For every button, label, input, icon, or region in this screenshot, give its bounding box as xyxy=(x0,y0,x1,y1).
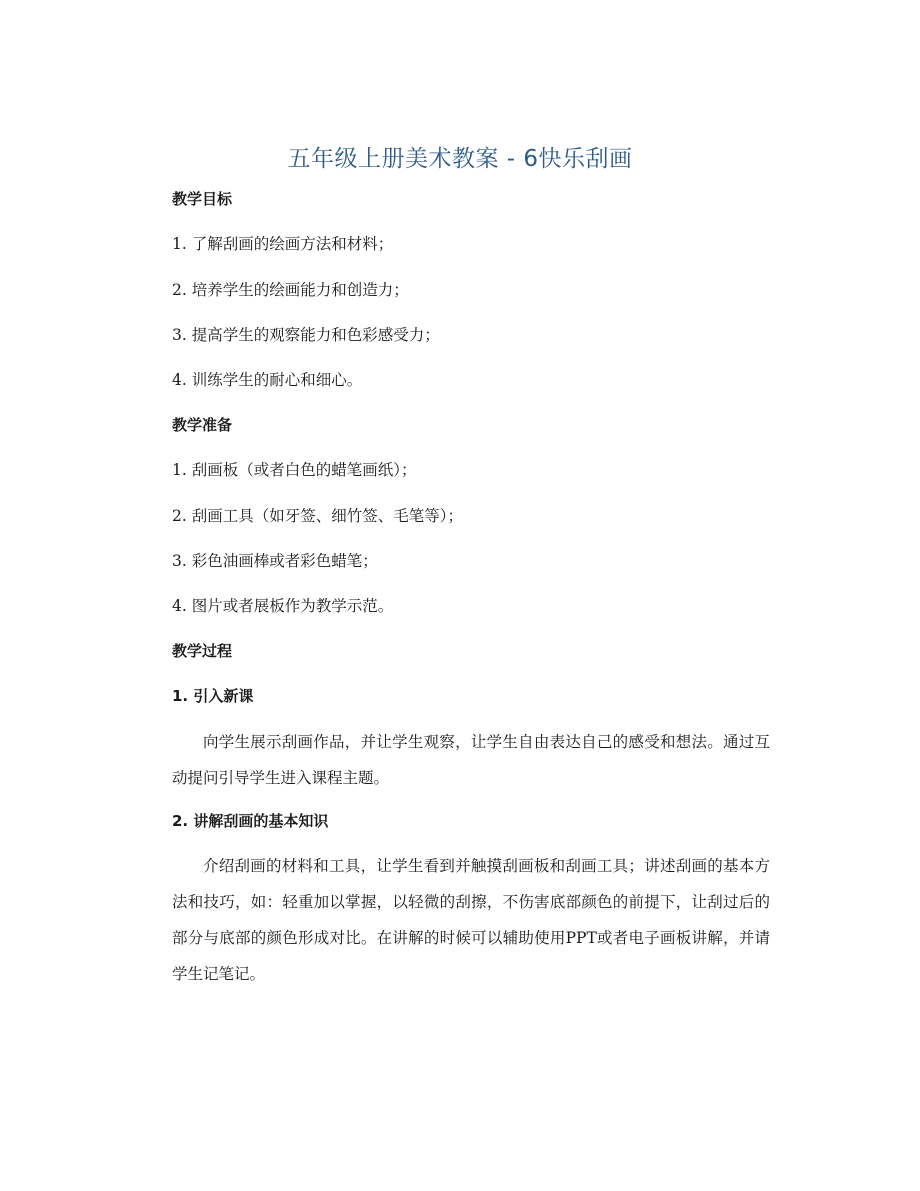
preparation-item: 4. 图片或者展板作为教学示范。 xyxy=(172,597,394,615)
section-heading-preparation: 教学准备 xyxy=(172,416,233,434)
section-heading-objectives: 教学目标 xyxy=(172,190,233,208)
step-paragraph-knowledge: 介绍刮画的材料和工具，让学生看到并触摸刮画板和刮画工具；讲述刮画的基本方法和技巧，如：轻重加以掌握，以轻微的刮擦，不伤害底部颜色的前提下，让刮过后的部分与底部的颜色形成对比。在讲解的时候可以辅助使用PPT或者电子画板讲解，并请学生记笔记。 xyxy=(172,857,770,983)
step-heading-knowledge: 2. 讲解刮画的基本知识 xyxy=(172,812,329,830)
preparation-item: 3. 彩色油画棒或者彩色蜡笔； xyxy=(172,552,378,570)
step-paragraph-intro: 向学生展示刮画作品，并让学生观察，让学生自由表达自己的感受和想法。通过互动提问引导学生进入课程主题。 xyxy=(172,733,770,787)
objective-item: 1. 了解刮画的绘画方法和材料； xyxy=(172,235,394,253)
objective-item: 2. 培养学生的绘画能力和创造力； xyxy=(172,281,409,299)
objective-item: 4. 训练学生的耐心和细心。 xyxy=(172,371,363,389)
section-heading-process: 教学过程 xyxy=(172,642,233,660)
step-heading-intro: 1. 引入新课 xyxy=(172,687,254,705)
preparation-item: 2. 刮画工具（如牙签、细竹签、毛笔等）； xyxy=(172,507,463,525)
objective-item: 3. 提高学生的观察能力和色彩感受力； xyxy=(172,326,440,344)
preparation-item: 1. 刮画板（或者白色的蜡笔画纸）； xyxy=(172,461,417,479)
document-title: 五年级上册美术教案 - 6快乐刮画 xyxy=(287,146,633,172)
